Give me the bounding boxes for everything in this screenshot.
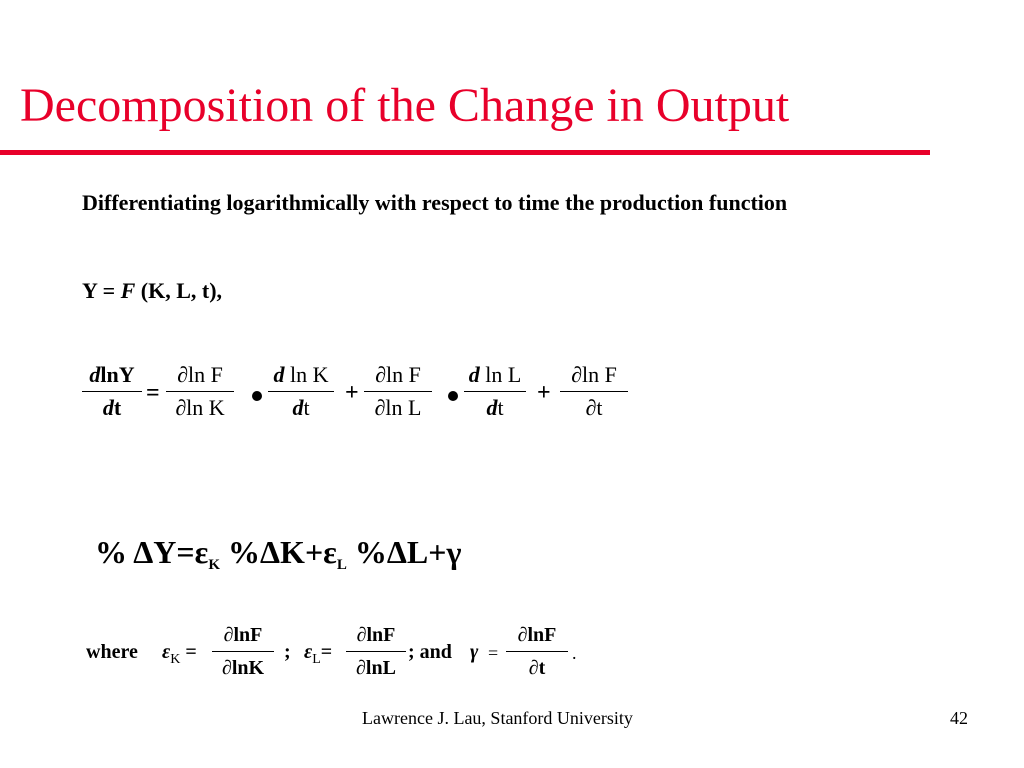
term2-denominator: dt bbox=[292, 395, 310, 420]
term2-numerator: d ln K bbox=[273, 362, 329, 387]
term3-numerator: ∂ln F bbox=[375, 362, 421, 387]
separator: ; bbox=[284, 641, 291, 663]
term2-fraction bbox=[268, 362, 334, 421]
production-function-lhs: Y = bbox=[82, 278, 121, 303]
epsilon-k-fraction: ∂lnF ∂lnK bbox=[212, 622, 274, 681]
term3-denominator: ∂ln L bbox=[374, 395, 422, 420]
epsilon-l-fraction: ∂lnF ∂lnL bbox=[346, 622, 406, 681]
gamma-fraction: ∂lnF ∂t bbox=[506, 622, 568, 681]
term1-fraction bbox=[166, 362, 234, 421]
production-function-f: F bbox=[120, 278, 136, 303]
term4-numerator: d ln L bbox=[468, 362, 522, 387]
production-function-args: (K, L, t), bbox=[135, 278, 223, 303]
period: . bbox=[572, 643, 577, 663]
growth-accounting-equation: % $\Delta Y=\varepsilon_K$ $\%\Delta K+\varepsilon_L$ %ΔL+γ bbox=[95, 534, 462, 573]
term5-fraction bbox=[560, 362, 628, 421]
where-label: where bbox=[86, 641, 138, 663]
slide-title: Decomposition of the Change in Output bbox=[20, 79, 790, 132]
term1-denominator: ∂ln K bbox=[175, 395, 225, 420]
production-function bbox=[82, 278, 222, 304]
epsilon-l: $\varepsilon_L=$ bbox=[304, 641, 333, 667]
equals-sign: = bbox=[146, 380, 160, 406]
epsilon-k: $\varepsilon_K$ = bbox=[162, 641, 197, 667]
multiply-dot bbox=[448, 391, 458, 401]
lhs-fraction bbox=[82, 362, 142, 421]
term5-denominator: ∂t bbox=[585, 395, 603, 420]
intro-text: Differentiating logarithmically with respect to time the production function bbox=[82, 190, 788, 215]
page-number: 42 bbox=[950, 708, 968, 728]
lhs-denominator: dt bbox=[102, 395, 122, 420]
term1-numerator: ∂ln F bbox=[177, 362, 223, 387]
and-separator: ; and bbox=[408, 641, 452, 663]
gamma-symbol: γ bbox=[470, 641, 479, 663]
gamma-equals: = bbox=[488, 643, 499, 663]
lhs-numerator: dlnY bbox=[89, 362, 135, 387]
term4-fraction bbox=[464, 362, 526, 421]
fraction-bar bbox=[82, 391, 142, 392]
multiply-dot bbox=[252, 391, 262, 401]
footer-author: Lawrence J. Lau, Stanford University bbox=[362, 708, 633, 728]
plus-sign: + bbox=[345, 380, 359, 406]
term3-fraction bbox=[364, 362, 432, 421]
plus-sign: + bbox=[537, 380, 551, 406]
term5-numerator: ∂ln F bbox=[571, 362, 617, 387]
term4-denominator: dt bbox=[486, 395, 504, 420]
title-underline-rule bbox=[0, 150, 930, 155]
